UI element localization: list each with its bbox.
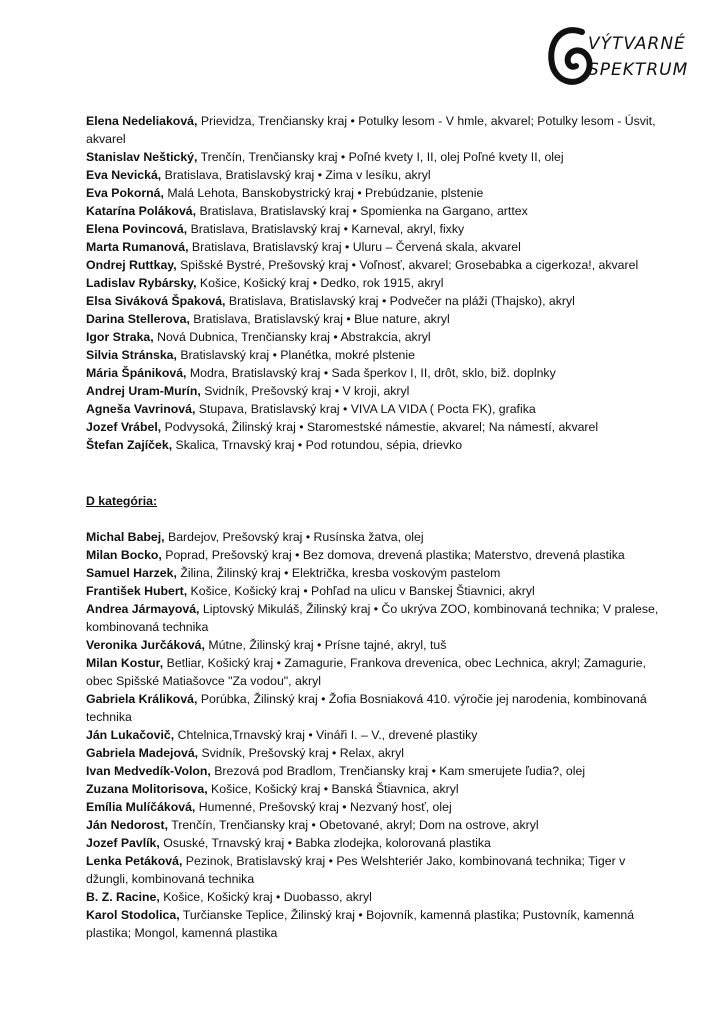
artist-name: Ladislav Rybársky, — [86, 276, 197, 290]
list-entry — [86, 654, 666, 690]
section-d-list — [86, 528, 666, 942]
logo-text-line2: SPEKTRUM — [588, 60, 689, 80]
artist-name: Štefan Zajíček, — [86, 438, 173, 452]
list-entry — [86, 600, 666, 636]
artist-name: Ján Lukačovič, — [86, 728, 175, 742]
artist-details: Chtelnica,Trnavský kraj • Vináři I. – V., drevené plastiky — [174, 728, 478, 742]
artist-details: Pezinok, Bratislavský kraj • Pes Welshteriér Jako, kombinovaná technika; Tiger v džungli, kombinovaná technika — [86, 854, 626, 886]
artist-name: Emília Mulíčáková, — [86, 800, 196, 814]
artist-details: Košice, Košický kraj • Duobasso, akryl — [159, 890, 372, 904]
list-entry — [86, 888, 666, 906]
list-entry — [86, 238, 666, 256]
list-entry — [86, 834, 666, 852]
list-entry — [86, 256, 666, 274]
artist-details: Bratislava, Bratislavský kraj • Zima v lesíku, akryl — [161, 168, 431, 182]
list-entry — [86, 364, 666, 382]
exhibitor-list — [86, 112, 666, 942]
vytvarne-spektrum-logo — [546, 22, 696, 102]
artist-name: Katarína Poláková, — [86, 204, 197, 218]
artist-name: Mária Špániková, — [86, 366, 187, 380]
artist-details: Betliar, Košický kraj • Zamagurie, Frankova drevenica, obec Lechnica, akryl; Zamagurie, obec Spišské Matiašovce "Za vodou", akryl — [86, 656, 646, 688]
list-entry — [86, 816, 666, 834]
artist-details: Podvysoká, Žilinský kraj • Staromestské námestie, akvarel; Na námestí, akvarel — [161, 420, 599, 434]
list-entry — [86, 798, 666, 816]
artist-details: Trenčín, Trenčiansky kraj • Poľné kvety I, II, olej Poľné kvety II, olej — [197, 150, 564, 164]
artist-details: Malá Lehota, Banskobystrický kraj • Prebúdzanie, plstenie — [163, 186, 484, 200]
artist-name: Karol Stodolica, — [86, 908, 180, 922]
artist-name: Darina Stellerova, — [86, 312, 190, 326]
list-entry — [86, 382, 666, 400]
artist-details: Stupava, Bratislavský kraj • VIVA LA VIDA ( Pocta FK), grafika — [195, 402, 536, 416]
artist-details: Trenčín, Trenčiansky kraj • Obetované, akryl; Dom na ostrove, akryl — [168, 818, 539, 832]
artist-details: Svidník, Prešovský kraj • V kroji, akryl — [200, 384, 410, 398]
list-entry — [86, 310, 666, 328]
artist-name: Jozef Pavlík, — [86, 836, 160, 850]
artist-name: Elena Nedeliaková, — [86, 114, 198, 128]
artist-name: Milan Kostur, — [86, 656, 164, 670]
artist-details: Prievidza, Trenčiansky kraj • Potulky lesom - V hmle, akvarel; Potulky lesom - Úsvit, akvarel — [86, 114, 656, 146]
artist-name: Andrea Jármayová, — [86, 602, 200, 616]
list-entry — [86, 636, 666, 654]
list-entry — [86, 202, 666, 220]
list-entry — [86, 564, 666, 582]
list-entry — [86, 292, 666, 310]
artist-details: Osuské, Trnavský kraj • Babka zlodejka, kolorovaná plastika — [159, 836, 491, 850]
list-entry — [86, 184, 666, 202]
artist-details: Bratislava, Bratislavský kraj • Podvečer na pláži (Thajsko), akryl — [225, 294, 575, 308]
artist-name: Lenka Petáková, — [86, 854, 183, 868]
list-entry — [86, 852, 666, 888]
list-entry — [86, 780, 666, 798]
list-entry — [86, 418, 666, 436]
artist-details: Košice, Košický kraj • Dedko, rok 1915, akryl — [196, 276, 444, 290]
list-entry — [86, 744, 666, 762]
list-entry — [86, 166, 666, 184]
artist-details: Brezová pod Bradlom, Trenčiansky kraj • Kam smerujete ľudia?, olej — [210, 764, 586, 778]
list-entry — [86, 400, 666, 418]
artist-name: Andrej Uram-Murín, — [86, 384, 201, 398]
artist-name: Eva Nevická, — [86, 168, 162, 182]
artist-name: Elena Povincová, — [86, 222, 188, 236]
artist-name: Jozef Vrábel, — [86, 420, 162, 434]
artist-name: Gabriela Madejová, — [86, 746, 199, 760]
list-entry — [86, 528, 666, 546]
artist-details: Košice, Košický kraj • Pohľad na ulicu v Banskej Štiavnici, akryl — [187, 584, 535, 598]
artist-details: Skalica, Trnavský kraj • Pod rotundou, sépia, drievko — [172, 438, 463, 452]
artist-details: Žilina, Žilinský kraj • Električka, kresba voskovým pastelom — [176, 566, 501, 580]
artist-details: Mútne, Žilinský kraj • Prísne tajné, akryl, tuš — [204, 638, 447, 652]
list-entry — [86, 546, 666, 564]
artist-name: Marta Rumanová, — [86, 240, 189, 254]
artist-name: Ján Nedorost, — [86, 818, 168, 832]
artist-details: Poprad, Prešovský kraj • Bez domova, drevená plastika; Materstvo, drevená plastika — [161, 548, 625, 562]
artist-name: Milan Bocko, — [86, 548, 162, 562]
artist-details: Bratislavský kraj • Planétka, mokré plstenie — [176, 348, 415, 362]
artist-details: Košice, Košický kraj • Banská Štiavnica, akryl — [207, 782, 459, 796]
artist-name: Igor Straka, — [86, 330, 154, 344]
artist-name: Eva Pokorná, — [86, 186, 164, 200]
artist-details: Bratislava, Bratislavský kraj • Uluru – Červená skala, akvarel — [188, 240, 521, 254]
list-entry — [86, 582, 666, 600]
artist-name: Veronika Jurčáková, — [86, 638, 205, 652]
artist-name: Ivan Medvedík-Volon, — [86, 764, 211, 778]
list-entry — [86, 762, 666, 780]
artist-name: Samuel Harzek, — [86, 566, 177, 580]
artist-name: František Hubert, — [86, 584, 188, 598]
list-entry — [86, 726, 666, 744]
artist-details: Bratislava, Bratislavský kraj • Spomienka na Gargano, arttex — [196, 204, 528, 218]
list-entry — [86, 274, 666, 292]
list-entry — [86, 328, 666, 346]
section-c-list — [86, 112, 666, 454]
artist-name: Zuzana Molitorisova, — [86, 782, 208, 796]
artist-details: Bratislava, Bratislavský kraj • Blue nature, akryl — [189, 312, 450, 326]
artist-details: Porúbka, Žilinský kraj • Žofia Bosniaková 410. výročie jej narodenia, kombinovaná technika — [86, 692, 647, 724]
list-entry — [86, 220, 666, 238]
artist-details: Turčianske Teplice, Žilinský kraj • Bojovník, kamenná plastika; Pustovník, kamenná plastika; Mongol, kamenná plastika — [86, 908, 635, 940]
artist-details: Bardejov, Prešovský kraj • Rusínska žatva, olej — [164, 530, 424, 544]
artist-name: Elsa Siváková Špaková, — [86, 294, 226, 308]
artist-details: Svidník, Prešovský kraj • Relax, akryl — [198, 746, 404, 760]
artist-name: B. Z. Racine, — [86, 890, 160, 904]
artist-details: Liptovský Mikuláš, Žilinský kraj • Čo ukrýva ZOO, kombinovaná technika; V pralese, kombinovaná technika — [86, 602, 659, 634]
artist-details: Spišské Bystré, Prešovský kraj • Voľnosť, akvarel; Grosebabka a cigerkoza!, akvarel — [176, 258, 639, 272]
artist-name: Michal Babej, — [86, 530, 165, 544]
artist-details: Nová Dubnica, Trenčiansky kraj • Abstrakcia, akryl — [153, 330, 431, 344]
artist-name: Ondrej Ruttkay, — [86, 258, 177, 272]
artist-details: Modra, Bratislavský kraj • Sada šperkov I, II, drôt, sklo, biž. doplnky — [186, 366, 556, 380]
list-entry — [86, 436, 666, 454]
list-entry — [86, 690, 666, 726]
list-entry — [86, 148, 666, 166]
artist-details: Humenné, Prešovský kraj • Nezvaný hosť, olej — [195, 800, 452, 814]
artist-name: Gabriela Králiková, — [86, 692, 198, 706]
logo-text-line1: VÝTVARNÉ — [588, 34, 686, 54]
list-entry — [86, 906, 666, 942]
section-heading-d: D kategória: — [86, 494, 158, 508]
artist-name: Agneša Vavrinová, — [86, 402, 196, 416]
artist-name: Stanislav Neštický, — [86, 150, 198, 164]
list-entry — [86, 346, 666, 364]
list-entry — [86, 112, 666, 148]
artist-details: Bratislava, Bratislavský kraj • Karneval, akryl, fixky — [187, 222, 465, 236]
artist-name: Silvia Stránska, — [86, 348, 177, 362]
spiral-logo-icon — [546, 22, 594, 94]
